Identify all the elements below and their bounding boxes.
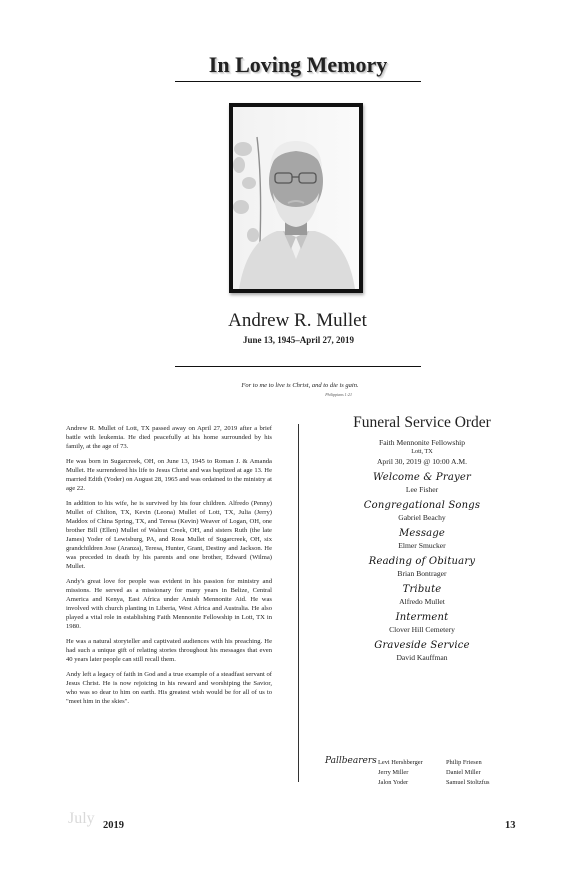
obituary-paragraph: He was a natural storyteller and captivated audiences with his preaching. He had such a unique gift of relating stories throughout his messages that even 40 years later people can still recall them. xyxy=(66,638,272,663)
church-name: Faith Mennonite Fellowship xyxy=(378,438,466,447)
page-number: 13 xyxy=(505,820,516,831)
column-divider xyxy=(298,424,299,782)
portrait-photo xyxy=(229,103,363,293)
section-person: Clover Hill Cemetery xyxy=(389,624,455,634)
footer-year: 2019 xyxy=(103,820,124,831)
page-title: In Loving Memory xyxy=(208,51,388,77)
service-section-message xyxy=(305,527,539,551)
service-section-welcome xyxy=(305,471,539,495)
service-datetime: April 30, 2019 @ 10:00 A.M. xyxy=(376,456,468,466)
section-heading: Message xyxy=(398,527,446,539)
church-location: Lott, TX xyxy=(411,448,433,455)
section-person: Brian Bontrager xyxy=(397,568,447,578)
obituary-paragraph: Andy's great love for people was evident in his passion for ministry and missions. He served as a missionary for many years in Belize, Central America and Kenya, East Africa under Amish Mennonite Aid. He was involved with church planting in Liberia, West Africa and Australia. He also played a vital role in establishing Faith Mennonite Fellowship in Lott, TX in 1980. xyxy=(66,578,272,630)
pallbearer-name: Daniel Miller xyxy=(446,769,481,776)
section-heading: Reading of Obituary xyxy=(368,555,476,567)
pallbearer-name: Philip Friesen xyxy=(446,759,482,766)
section-heading: Tribute xyxy=(402,583,442,595)
obituary-text xyxy=(66,425,272,713)
pallbearer-name: Levi Hershberger xyxy=(378,759,423,766)
deceased-name: Andrew R. Mullet xyxy=(228,310,367,331)
section-person: Elmer Smucker xyxy=(398,540,446,550)
scripture-reference: Philippians 1:21 xyxy=(325,392,352,397)
section-person: Alfredo Mullet xyxy=(399,596,445,606)
obituary-paragraph: In addition to his wife, he is survived by his four children. Alfredo (Penny) Mullet of Chilton, TX, Kevin (Leona) Mullet of Lott, TX, Julia (Jerry) Maddox of China Spring, TX, and Teresa (Kevin) Weaver of Logan, OH, one brother Bill (Ellen) Mullet of Walnut Creek, OH, and sisters Ruth (the late James) Yoder of Lewisburg, PA, and Rosa Mullet of Sugarcreek, OH, six grandchildren Jose (Aranza), Teresa, Hunter, Grant, Destiny and Jackson. He was preceded in death by his parents and one brother, Edward (Wilma) Mullet. xyxy=(66,500,272,570)
obituary-paragraph: Andrew R. Mullet of Lott, TX passed away on April 27, 2019 after a brief battle with leukemia. He died peacefully at his home surrounded by his family, at the age of 73. xyxy=(66,425,272,450)
section-person: Lee Fisher xyxy=(405,484,439,494)
section-heading: Graveside Service xyxy=(374,639,470,651)
section-heading: Interment xyxy=(395,611,449,623)
section-person: David Kauffman xyxy=(396,652,448,662)
service-title: Funeral Service Order xyxy=(353,414,491,431)
pallbearers-column-2 xyxy=(446,758,490,788)
section-person: Gabriel Beachy xyxy=(398,512,446,522)
obituary-paragraph: Andy left a legacy of faith in God and a true example of a steadfast servant of Jesus Christ. He is now rejoicing in his reward and worshiping the Savior, who was so dear to him on earth. His greatest wish would be for all of us to "meet him in the skies". xyxy=(66,671,272,705)
funeral-service-order xyxy=(305,414,539,663)
section-heading: Congregational Songs xyxy=(363,499,481,511)
section-heading: Welcome & Prayer xyxy=(373,471,471,483)
title-banner xyxy=(175,48,421,81)
title-underline xyxy=(175,81,421,82)
pallbearer-name: Jerry Miller xyxy=(378,769,409,776)
pallbearer-name: Jalon Yoder xyxy=(378,779,409,786)
footer-month: July xyxy=(68,810,95,827)
pallbearers-heading: Pallbearers xyxy=(325,756,377,766)
pallbearer-name: Samuel Stoltzfus xyxy=(446,779,490,786)
service-section-interment xyxy=(305,611,539,635)
life-dates: June 13, 1945–April 27, 2019 xyxy=(242,335,354,345)
obituary-paragraph: He was born in Sugarcreek, OH, on June 13, 1945 to Roman J. & Amanda Mullet. He surrendered his life to Jesus Christ and was baptized at age 13. He married Edith (Yoder) on August 28, 1965 and was ordained to the ministry at age 22. xyxy=(66,458,272,492)
divider-rule xyxy=(175,366,421,367)
service-section-songs xyxy=(305,499,539,523)
pallbearers xyxy=(325,756,525,786)
service-section-obituary xyxy=(305,555,539,579)
pallbearers-column-1 xyxy=(378,758,423,788)
service-section-tribute xyxy=(305,583,539,607)
service-section-graveside xyxy=(305,639,539,663)
scripture-verse: For to me to live is Christ, and to die is gain. xyxy=(241,382,359,389)
